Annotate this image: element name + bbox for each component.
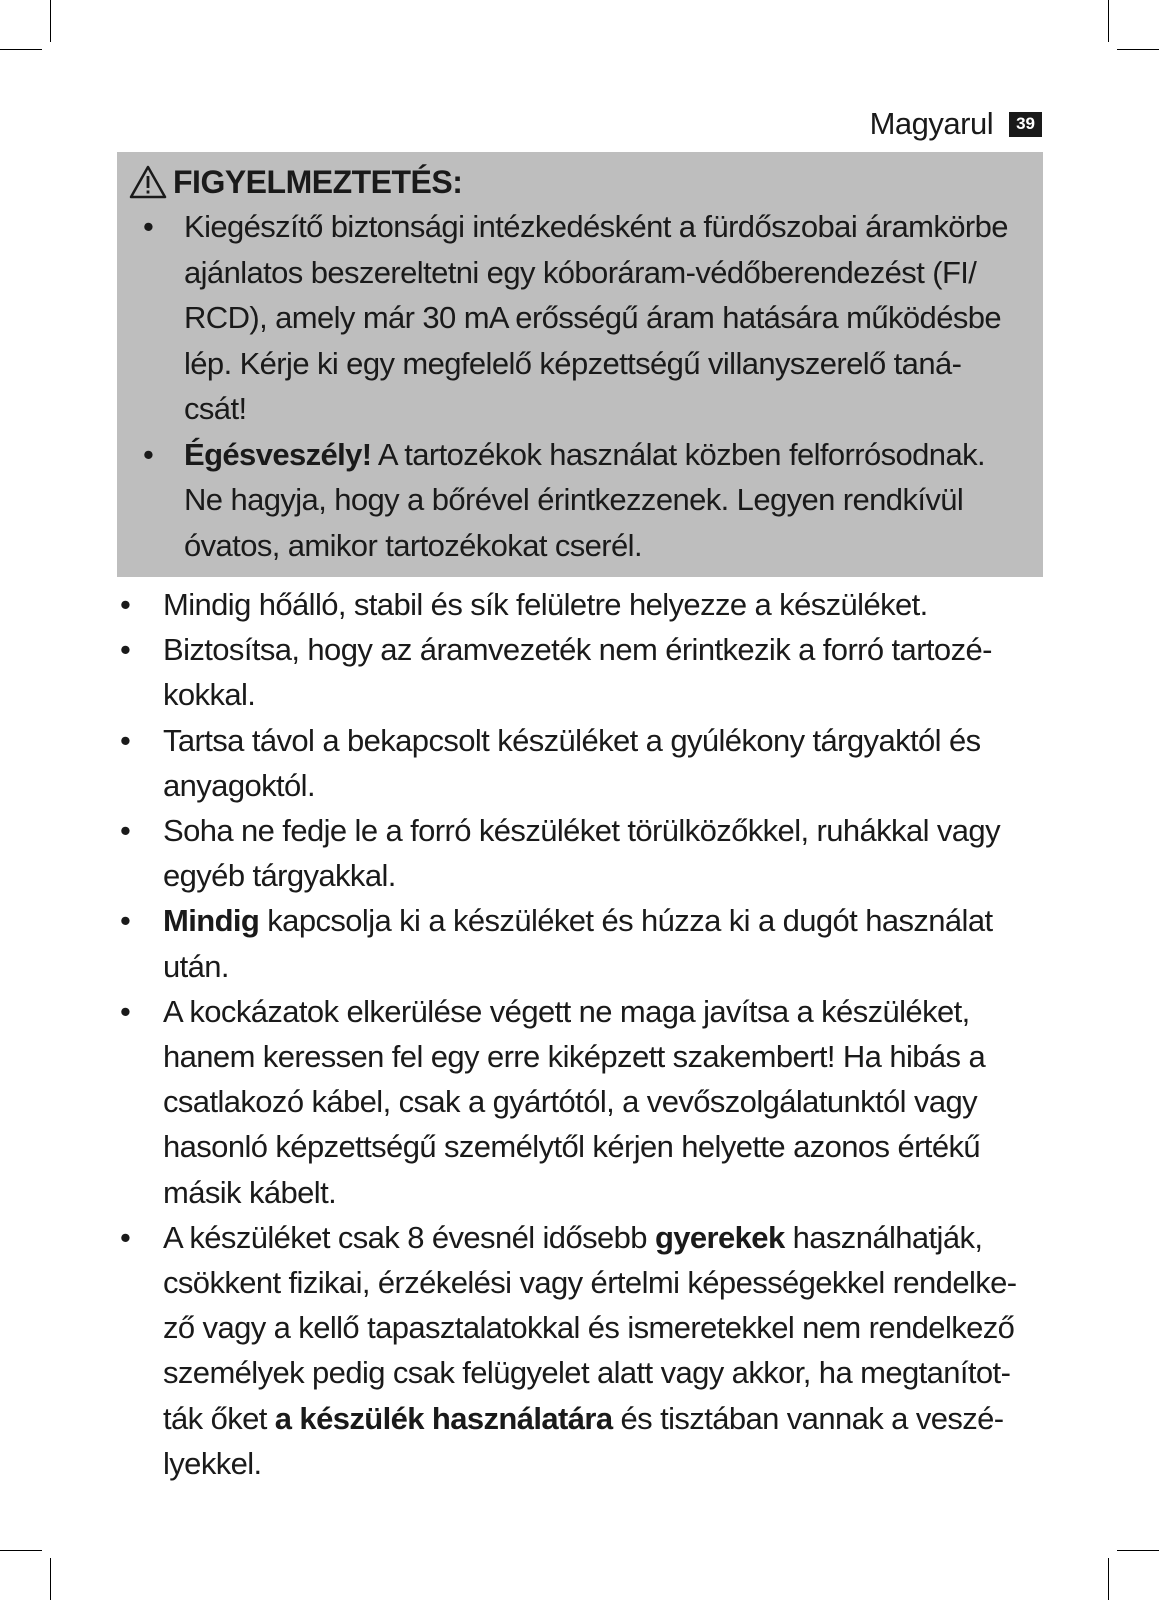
list-item: • Égésveszély! A tartozékok használat közben felforrósodnak. Ne hagyja, hogy a bőrével érintkezzenek. Legyen rendkívül óvatos, amikor tartozékokat cserél. [129,432,1031,569]
list-item: • A kockázatok elkerülése végett ne maga javítsa a készüléket, hanem keressen fel egy erre kiképzett szakembert! Ha hibás a csatlakozó kábel, csak a gyártótól, a vevőszolgálatunktól vagy hasonló képzettségű személytől kérjen helyette azonos értékű másik kábelt. [117,989,1047,1215]
crop-mark [50,1558,51,1600]
list-item: • Biztosítsa, hogy az áramvezeték nem érintkezik a forró tartozé- kokkal. [117,627,1047,717]
crop-mark [50,0,51,42]
list-item: • Tartsa távol a bekapcsolt készüléket a gyúlékony tárgyaktól és anyagoktól. [117,718,1047,808]
language-label: Magyarul [869,106,994,141]
warning-title: FIGYELMEZTETÉS: [173,163,463,200]
crop-mark [1108,1558,1109,1600]
crop-mark [0,49,42,50]
page-number: 39 [1009,112,1042,137]
warning-heading [129,162,1031,202]
list-item: • A készüléket csak 8 évesnél idősebb gyerekek használhatják, csökkent fizikai, érzékelési vagy értelmi képességekkel rendelke- ző vagy a kellő tapasztalatokkal és ismeretekkel nem rendelkező személyek pedig csak felügyelet alatt vagy akkor, ha megtanítot- ták őket a készülék használatára és tisztában vannak a veszé- lyekkel. [117,1215,1047,1486]
warning-box [117,152,1043,577]
safety-list [117,582,1047,1486]
crop-mark [1108,0,1109,42]
list-item: • Kiegészítő biztonsági intézkedésként a fürdőszobai áramkörbe ajánlatos beszereltetni egy kóboráram-védőberendezést (FI/ RCD), amely már 30 mA erősségű áram hatására működésbe lép. Kérje ki egy megfelelő képzettségű villanyszerelő taná- csát! [129,204,1031,432]
list-item: • Mindig hőálló, stabil és sík felületre helyezze a készüléket. [117,582,1047,627]
page-header [870,106,1042,142]
list-item: • Soha ne fedje le a forró készüléket törülközőkkel, ruhákkal vagy egyéb tárgyakkal. [117,808,1047,898]
list-item: • Mindig kapcsolja ki a készüléket és húzza ki a dugót használat után. [117,898,1047,988]
crop-mark [0,1550,42,1551]
crop-mark [1117,1550,1159,1551]
warning-triangle-icon [129,165,167,199]
crop-mark [1117,49,1159,50]
warning-list [129,204,1031,568]
